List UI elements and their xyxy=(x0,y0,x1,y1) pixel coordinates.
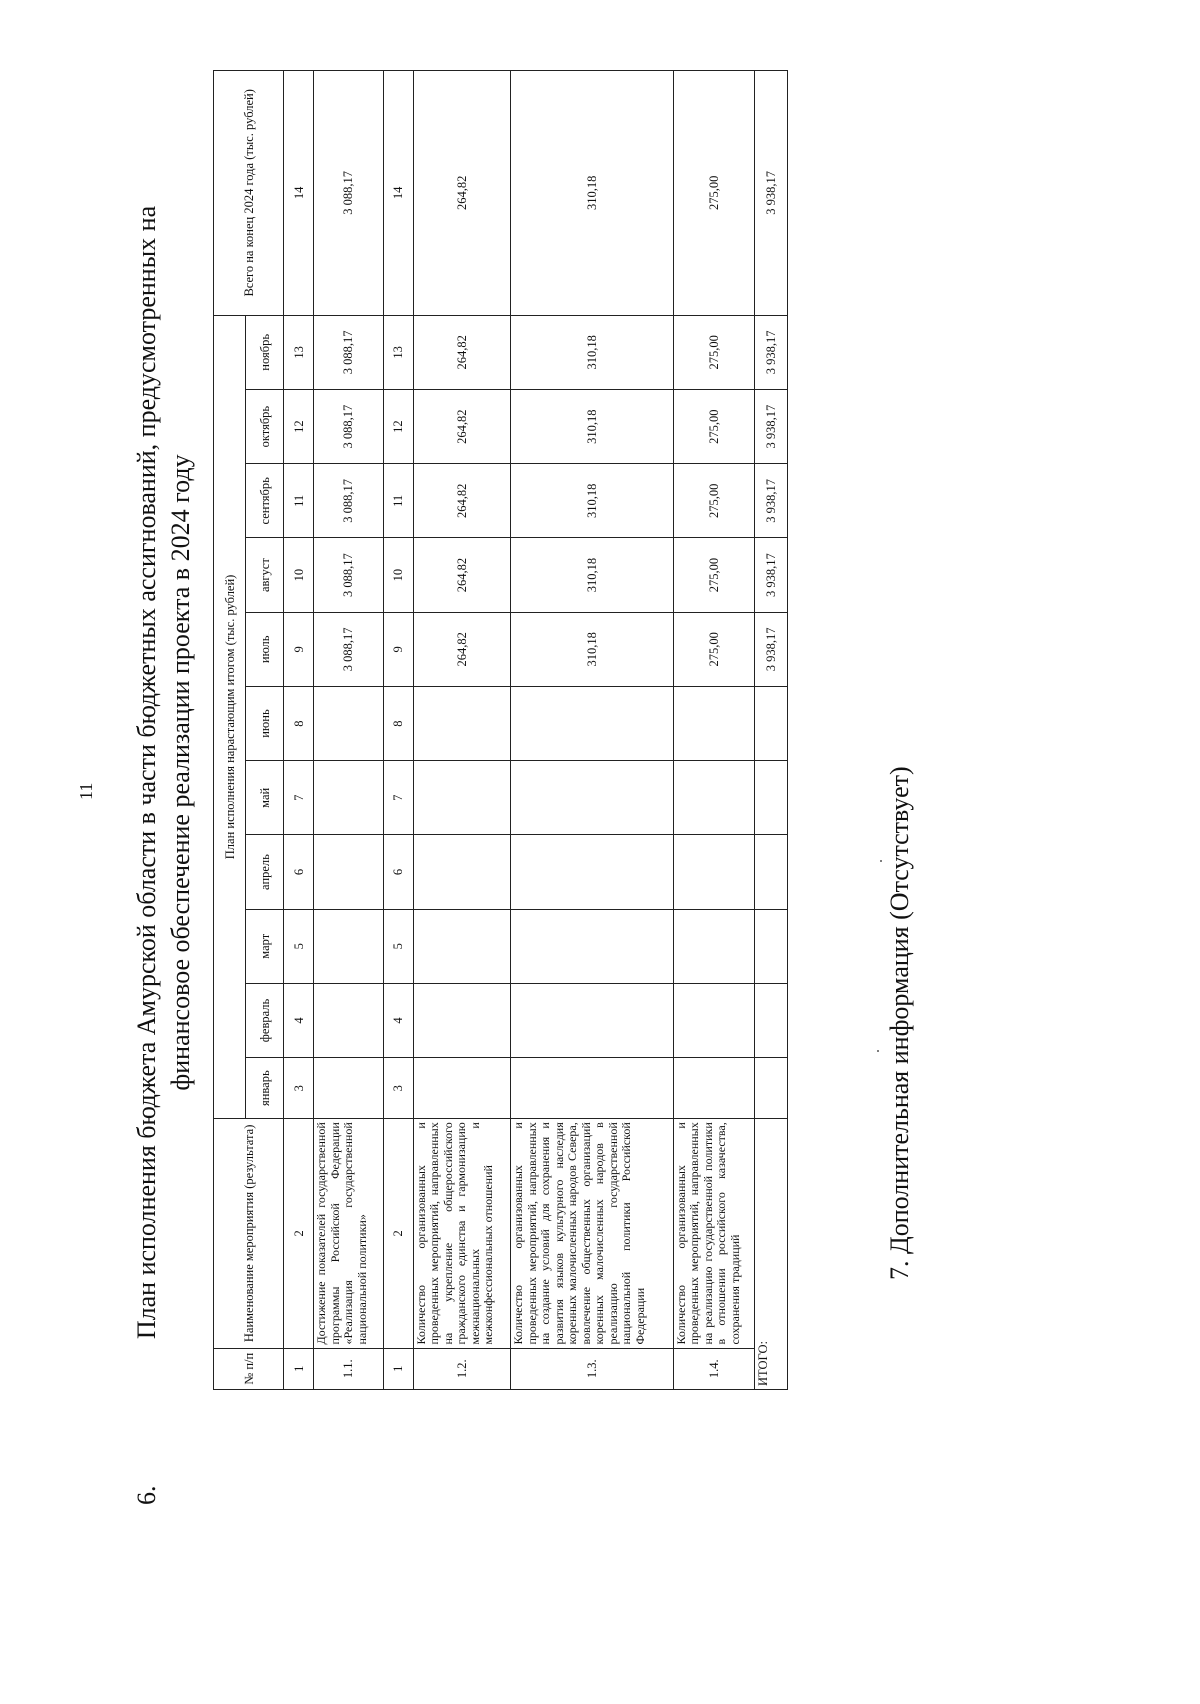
row-value xyxy=(314,1058,384,1119)
row-value xyxy=(413,686,510,760)
index-cell: 6 xyxy=(284,835,314,909)
row-name: Количество организованных и проведенных мероприятий, направленных на укрепление общероссийского гражданского единства и гармонизацию межнациональных и межконфессиональных отношений xyxy=(413,1119,510,1348)
index-cell: 9 xyxy=(284,612,314,686)
index-cell: 7 xyxy=(284,761,314,835)
table-row xyxy=(314,71,384,1390)
month-header: июнь xyxy=(246,686,284,760)
index-cell: 2 xyxy=(284,1119,314,1348)
row-total: 310,18 xyxy=(511,71,673,316)
row-value: 264,82 xyxy=(413,538,510,612)
index-cell: 10 xyxy=(383,538,413,612)
budget-plan-table xyxy=(213,70,788,1390)
total-value xyxy=(755,983,788,1057)
header-name: Наименование мероприятия (результата) xyxy=(214,1119,284,1348)
index-cell: 5 xyxy=(284,909,314,983)
table-row xyxy=(673,71,755,1390)
row-value: 3 088,17 xyxy=(314,464,384,538)
column-index-row xyxy=(383,71,413,1390)
total-value xyxy=(755,909,788,983)
row-value: 275,00 xyxy=(673,464,755,538)
header-total: Всего на конец 2024 года (тыс. рублей) xyxy=(214,71,284,316)
index-cell: 5 xyxy=(383,909,413,983)
index-cell: 1 xyxy=(383,1348,413,1389)
row-value: 310,18 xyxy=(511,464,673,538)
row-total: 264,82 xyxy=(413,71,510,316)
row-value xyxy=(673,686,755,760)
row-value xyxy=(413,835,510,909)
row-value xyxy=(511,835,673,909)
index-cell: 10 xyxy=(284,538,314,612)
index-cell: 14 xyxy=(383,71,413,316)
month-header: ноябрь xyxy=(246,315,284,389)
row-name: Достижение показателей государственной программы Российской Федерации «Реализация государственной национальной политики» xyxy=(314,1119,384,1348)
row-value xyxy=(413,983,510,1057)
total-value: 3 938,17 xyxy=(755,464,788,538)
column-index-row xyxy=(284,71,314,1390)
index-cell: 7 xyxy=(383,761,413,835)
section-title-line1: План исполнения бюджета Амурской области в части бюджетных ассигнований, предусмотренных на xyxy=(132,205,161,1340)
section-7-heading: 7. Дополнительная информация (Отсутствует) xyxy=(885,766,914,1280)
row-value xyxy=(413,1058,510,1119)
header-plan: План исполнения нарастающим итогом (тыс. рублей) xyxy=(214,315,246,1119)
grand-total: 3 938,17 xyxy=(755,71,788,316)
row-value: 264,82 xyxy=(413,464,510,538)
index-cell: 2 xyxy=(383,1119,413,1348)
index-cell: 3 xyxy=(284,1058,314,1119)
row-value xyxy=(673,1058,755,1119)
row-total: 275,00 xyxy=(673,71,755,316)
total-value xyxy=(755,835,788,909)
row-value: 3 088,17 xyxy=(314,538,384,612)
total-value xyxy=(755,686,788,760)
row-num: 1.4. xyxy=(673,1348,755,1389)
month-header: январь xyxy=(246,1058,284,1119)
row-value: 264,82 xyxy=(413,390,510,464)
index-cell: 4 xyxy=(284,983,314,1057)
index-cell: 11 xyxy=(383,464,413,538)
month-header: февраль xyxy=(246,983,284,1057)
row-value: 310,18 xyxy=(511,315,673,389)
row-num: 1.3. xyxy=(511,1348,673,1389)
scan-dot xyxy=(877,1050,879,1052)
row-value xyxy=(314,761,384,835)
month-header: октябрь xyxy=(246,390,284,464)
total-value: 3 938,17 xyxy=(755,612,788,686)
row-name: Количество организованных и проведенных мероприятий, направленных на реализацию государственной политики в отношении российского казачества, сохранения традиций xyxy=(673,1119,755,1348)
row-num: 1.1. xyxy=(314,1348,384,1389)
row-value: 3 088,17 xyxy=(314,390,384,464)
index-cell: 12 xyxy=(383,390,413,464)
row-value: 310,18 xyxy=(511,390,673,464)
index-cell: 8 xyxy=(284,686,314,760)
page-number: 11 xyxy=(76,782,96,800)
row-value: 310,18 xyxy=(511,538,673,612)
total-label: ИТОГО: xyxy=(755,1119,788,1390)
section-6-heading xyxy=(130,40,198,1505)
row-value xyxy=(511,909,673,983)
index-cell: 3 xyxy=(383,1058,413,1119)
month-header: апрель xyxy=(246,835,284,909)
row-value xyxy=(511,983,673,1057)
total-row xyxy=(755,71,788,1390)
header-num: № п/п xyxy=(214,1348,284,1389)
row-value: 264,82 xyxy=(413,315,510,389)
row-num: 1.2. xyxy=(413,1348,510,1389)
index-cell: 6 xyxy=(383,835,413,909)
scan-dot xyxy=(880,860,882,862)
row-value xyxy=(511,1058,673,1119)
row-value: 275,00 xyxy=(673,612,755,686)
row-value xyxy=(673,909,755,983)
row-value xyxy=(511,686,673,760)
month-header: май xyxy=(246,761,284,835)
index-cell: 14 xyxy=(284,71,314,316)
row-value xyxy=(314,983,384,1057)
row-value: 3 088,17 xyxy=(314,612,384,686)
index-cell: 11 xyxy=(284,464,314,538)
section-number: 6. xyxy=(132,1485,161,1505)
row-value xyxy=(314,835,384,909)
index-cell: 9 xyxy=(383,612,413,686)
index-cell: 1 xyxy=(284,1348,314,1389)
section-title-line2: финансовое обеспечение реализации проекта в 2024 году xyxy=(166,454,195,1091)
row-total: 3 088,17 xyxy=(314,71,384,316)
row-value xyxy=(413,761,510,835)
rotated-page-content xyxy=(0,40,914,1505)
row-value: 3 088,17 xyxy=(314,315,384,389)
index-cell: 13 xyxy=(284,315,314,389)
row-value xyxy=(673,761,755,835)
index-cell: 12 xyxy=(284,390,314,464)
total-value xyxy=(755,761,788,835)
month-header: август xyxy=(246,538,284,612)
row-value xyxy=(314,909,384,983)
row-value xyxy=(511,761,673,835)
table-row xyxy=(511,71,673,1390)
total-value: 3 938,17 xyxy=(755,315,788,389)
total-value: 3 938,17 xyxy=(755,538,788,612)
row-value xyxy=(673,835,755,909)
row-value xyxy=(314,686,384,760)
month-header: март xyxy=(246,909,284,983)
month-header: июль xyxy=(246,612,284,686)
row-name: Количество организованных и проведенных мероприятий, направленных на создание условий для сохранения и развития языков культурного наследия коренных малочисленных народов Севера, вовлечение общественных организаций коренных малочисленных народов в реализацию государственной национальной политики Российской Федерации xyxy=(511,1119,673,1348)
row-value: 275,00 xyxy=(673,538,755,612)
index-cell: 13 xyxy=(383,315,413,389)
row-value: 264,82 xyxy=(413,612,510,686)
row-value xyxy=(673,983,755,1057)
row-value: 275,00 xyxy=(673,390,755,464)
index-cell: 8 xyxy=(383,686,413,760)
table-row xyxy=(413,71,510,1390)
total-value: 3 938,17 xyxy=(755,390,788,464)
month-header: сентябрь xyxy=(246,464,284,538)
row-value xyxy=(413,909,510,983)
row-value: 275,00 xyxy=(673,315,755,389)
index-cell: 4 xyxy=(383,983,413,1057)
row-value: 310,18 xyxy=(511,612,673,686)
total-value xyxy=(755,1058,788,1119)
